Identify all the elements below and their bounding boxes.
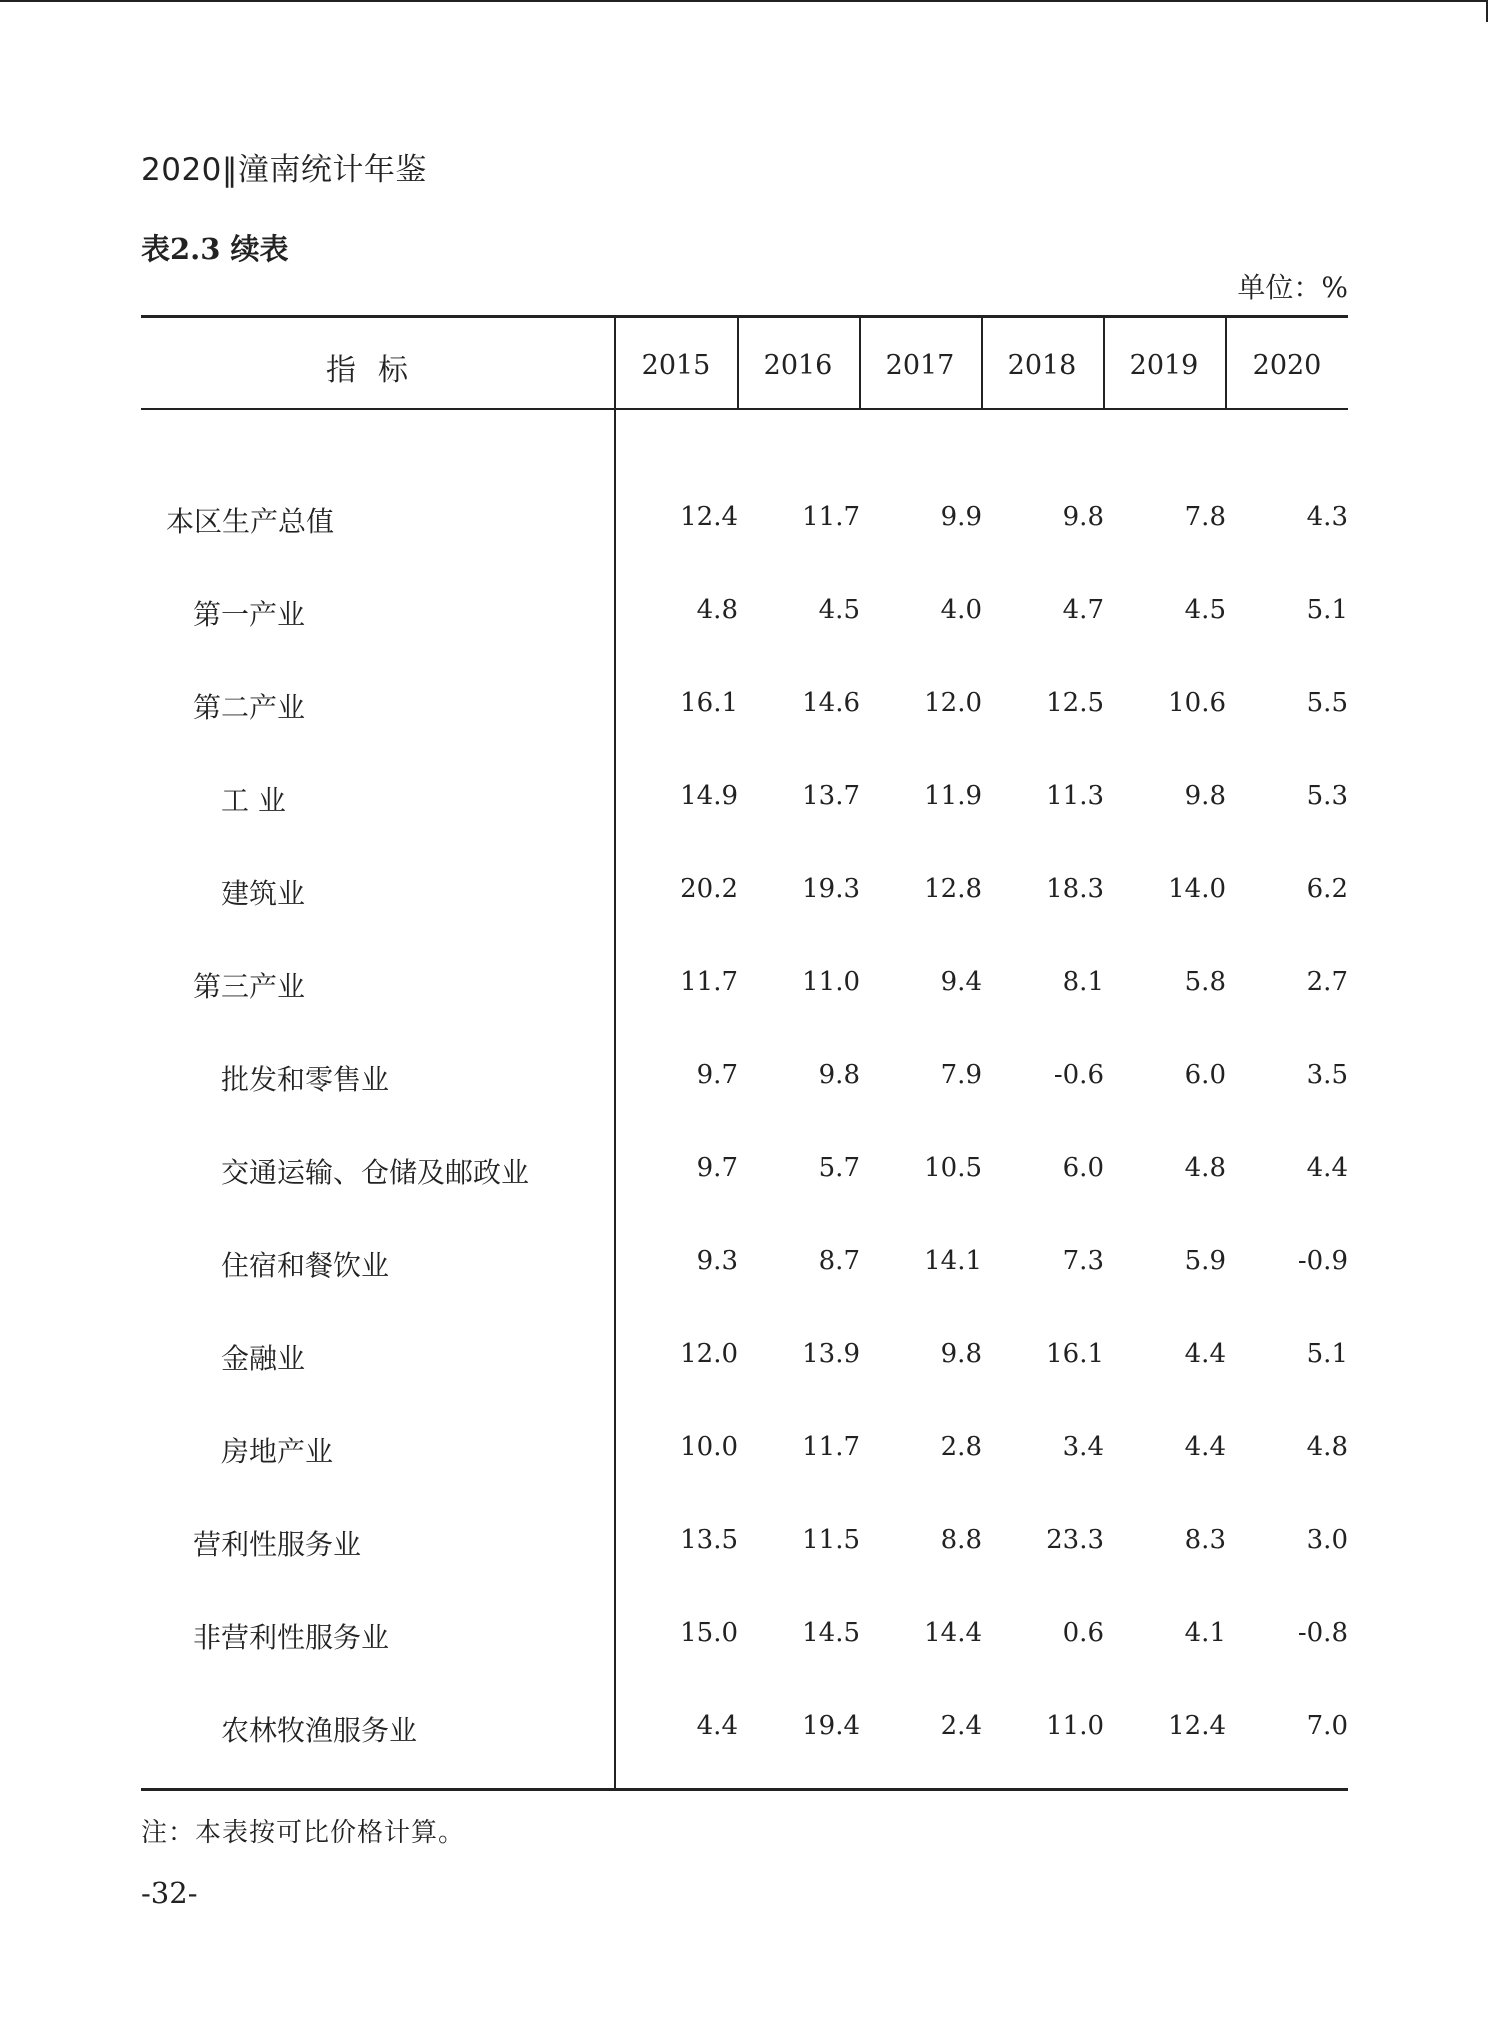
page-top-border <box>0 0 1488 2</box>
table-header-rule <box>141 408 1348 410</box>
table-cell: 12.4 <box>1168 1711 1226 1741</box>
table-cell: 4.1 <box>1184 1618 1226 1648</box>
table-cell: -0.9 <box>1297 1246 1348 1276</box>
table-cell: 5.7 <box>818 1153 860 1183</box>
row-label: 房地产业 <box>221 1435 334 1468</box>
row-label: 批发和零售业 <box>221 1063 390 1096</box>
row-label: 第三产业 <box>193 970 306 1003</box>
table-cell: 8.8 <box>940 1525 982 1555</box>
table-cell: 9.8 <box>1184 781 1226 811</box>
table-cell: 4.5 <box>818 595 860 625</box>
table-cell: 14.9 <box>680 781 738 811</box>
table-cell: 5.3 <box>1306 781 1348 811</box>
table-cell: 11.7 <box>680 967 738 997</box>
table-cell: 13.7 <box>802 781 860 811</box>
table-cell: 12.0 <box>924 688 982 718</box>
table-cell: 4.4 <box>1184 1432 1226 1462</box>
table-cell: 4.3 <box>1306 502 1348 532</box>
year-header: 2019 <box>1129 350 1199 381</box>
table-cell: 9.9 <box>940 502 982 532</box>
table-cell: 8.1 <box>1062 967 1104 997</box>
table-bottom-rule <box>141 1788 1348 1791</box>
table-cell: 4.7 <box>1062 595 1104 625</box>
unit-label: 单位：% <box>1237 271 1348 304</box>
table-cell: 18.3 <box>1046 874 1104 904</box>
table-cell: 14.0 <box>1168 874 1226 904</box>
row-label: 非营利性服务业 <box>193 1621 390 1654</box>
row-label: 交通运输、仓储及邮政业 <box>221 1156 530 1189</box>
table-cell: -0.8 <box>1297 1618 1348 1648</box>
table-cell: 10.0 <box>680 1432 738 1462</box>
table-cell: 5.9 <box>1184 1246 1226 1276</box>
table-cell: 11.5 <box>802 1525 860 1555</box>
table-cell: 7.8 <box>1184 502 1226 532</box>
table-cell: 4.8 <box>1306 1432 1348 1462</box>
table-cell: 16.1 <box>680 688 738 718</box>
table-cell: 8.3 <box>1184 1525 1226 1555</box>
table-cell: 11.9 <box>924 781 982 811</box>
table-cell: 8.7 <box>818 1246 860 1276</box>
table-cell: 3.5 <box>1306 1060 1348 1090</box>
table-cell: 15.0 <box>680 1618 738 1648</box>
year-header: 2017 <box>885 350 955 381</box>
row-label: 第二产业 <box>193 691 306 724</box>
table-cell: 4.4 <box>1184 1339 1226 1369</box>
table-cell: 9.8 <box>1062 502 1104 532</box>
table-cell: 3.0 <box>1306 1525 1348 1555</box>
table-cell: 14.5 <box>802 1618 860 1648</box>
table-cell: 19.4 <box>802 1711 860 1741</box>
table-cell: 2.8 <box>940 1432 982 1462</box>
table-cell: 9.7 <box>696 1153 738 1183</box>
table-cell: 4.5 <box>1184 595 1226 625</box>
table-cell: 20.2 <box>680 874 738 904</box>
row-label: 住宿和餐饮业 <box>221 1249 390 1282</box>
table-cell: -0.6 <box>1053 1060 1104 1090</box>
table-cell: 7.3 <box>1062 1246 1104 1276</box>
table-cell: 19.3 <box>802 874 860 904</box>
table-cell: 2.7 <box>1306 967 1348 997</box>
table-cell: 2.4 <box>940 1711 982 1741</box>
table-cell: 0.6 <box>1062 1618 1104 1648</box>
table-cell: 5.1 <box>1306 595 1348 625</box>
table-cell: 12.8 <box>924 874 982 904</box>
row-label: 第一产业 <box>193 598 306 631</box>
table-top-rule <box>141 315 1348 318</box>
table-note: 注：本表按可比价格计算。 <box>141 1818 466 1848</box>
table-cell: 4.0 <box>940 595 982 625</box>
table-cell: 11.7 <box>802 1432 860 1462</box>
table-cell: 6.0 <box>1062 1153 1104 1183</box>
row-label: 工 业 <box>221 784 286 817</box>
table-cell: 11.0 <box>802 967 860 997</box>
table-cell: 16.1 <box>1046 1339 1104 1369</box>
table-cell: 9.4 <box>940 967 982 997</box>
table-cell: 7.9 <box>940 1060 982 1090</box>
row-label: 营利性服务业 <box>193 1528 362 1561</box>
table-cell: 11.7 <box>802 502 860 532</box>
year-header: 2018 <box>1007 350 1077 381</box>
row-label: 金融业 <box>221 1342 306 1375</box>
row-label: 建筑业 <box>221 877 306 910</box>
year-header: 2015 <box>641 350 711 381</box>
table-cell: 4.4 <box>1306 1153 1348 1183</box>
indicator-column-divider <box>614 316 616 1790</box>
year-header: 2016 <box>763 350 833 381</box>
table-cell: 13.9 <box>802 1339 860 1369</box>
table-cell: 14.1 <box>924 1246 982 1276</box>
table-cell: 14.4 <box>924 1618 982 1648</box>
table-cell: 5.5 <box>1306 688 1348 718</box>
indicator-header: 指标 <box>326 353 430 388</box>
table-cell: 12.4 <box>680 502 738 532</box>
table-cell: 11.0 <box>1046 1711 1104 1741</box>
page-number: -32- <box>141 1876 198 1910</box>
table-cell: 10.6 <box>1168 688 1226 718</box>
table-cell: 9.8 <box>818 1060 860 1090</box>
table-cell: 10.5 <box>924 1153 982 1183</box>
table-cell: 4.8 <box>1184 1153 1226 1183</box>
table-cell: 9.8 <box>940 1339 982 1369</box>
table-cell: 9.3 <box>696 1246 738 1276</box>
table-cell: 9.7 <box>696 1060 738 1090</box>
table-cell: 5.8 <box>1184 967 1226 997</box>
table-cell: 4.4 <box>696 1711 738 1741</box>
table-cell: 6.0 <box>1184 1060 1226 1090</box>
table-cell: 13.5 <box>680 1525 738 1555</box>
table-cell: 5.1 <box>1306 1339 1348 1369</box>
row-label: 农林牧渔服务业 <box>221 1714 418 1747</box>
table-cell: 14.6 <box>802 688 860 718</box>
table-cell: 11.3 <box>1046 781 1104 811</box>
year-header: 2020 <box>1252 350 1322 381</box>
table-cell: 23.3 <box>1046 1525 1104 1555</box>
table-cell: 3.4 <box>1062 1432 1104 1462</box>
table-cell: 12.5 <box>1046 688 1104 718</box>
table-title: 表2.3 续表 <box>141 232 289 266</box>
table-cell: 4.8 <box>696 595 738 625</box>
table-cell: 6.2 <box>1306 874 1348 904</box>
table-cell: 7.0 <box>1306 1711 1348 1741</box>
table-cell: 12.0 <box>680 1339 738 1369</box>
running-header: 2020‖潼南统计年鉴 <box>141 152 427 188</box>
row-label: 本区生产总值 <box>166 505 335 538</box>
